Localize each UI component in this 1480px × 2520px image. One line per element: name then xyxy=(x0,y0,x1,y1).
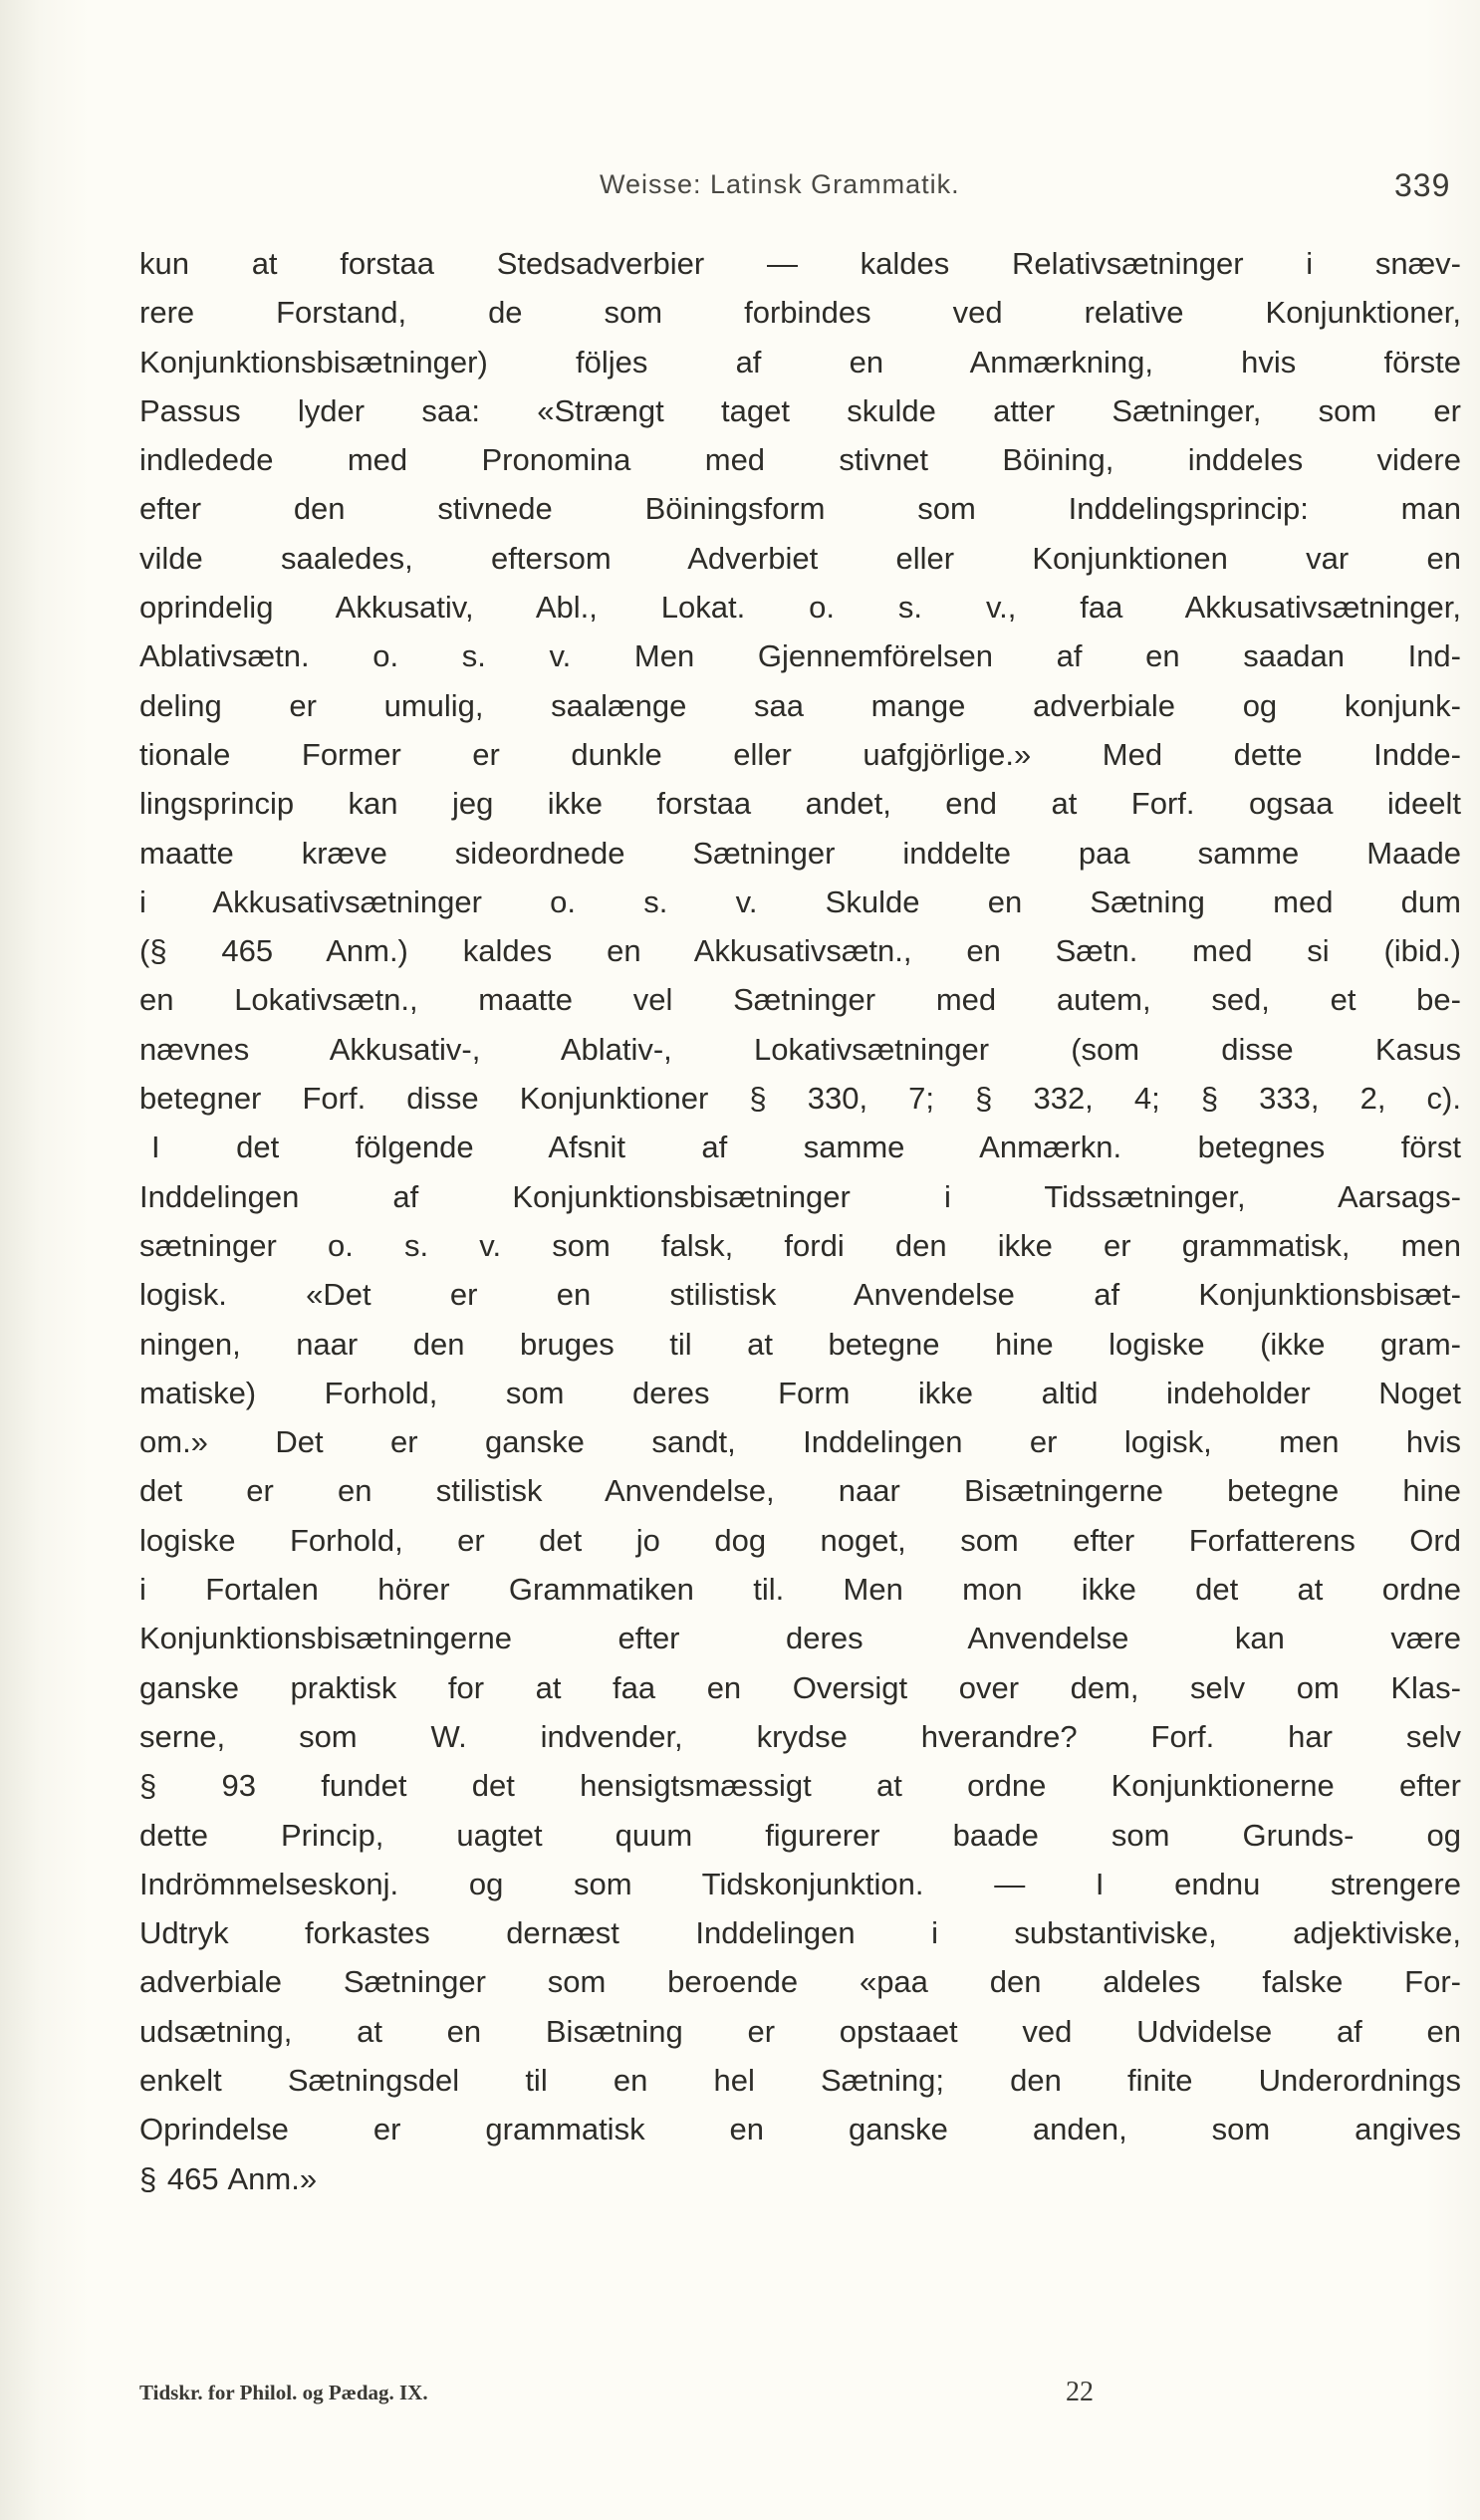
text-line: lingsprincip kan jeg ikke forstaa andet, end at Forf. ogsaa ideelt xyxy=(139,786,1461,822)
text-line: (§ 465 Anm.) kaldes en Akkusativsætn., en Sætn. med si (ibid.) xyxy=(139,933,1461,969)
text-line: matiske) Forhold, som deres Form ikke altid indeholder Noget xyxy=(139,1375,1461,1410)
text-line: logisk. «Det er en stilistisk Anvendelse af Konjunktionsbisæt- xyxy=(139,1277,1461,1313)
text-line: ningen, naar den bruges til at betegne hine logiske (ikke gram- xyxy=(139,1326,1461,1362)
text-line: indledede med Pronomina med stivnet Böining, inddeles videre xyxy=(139,442,1461,478)
text-line: sætninger o. s. v. som falsk, fordi den ikke er grammatisk, men xyxy=(139,1227,1461,1263)
text-line: Konjunktionsbisætningerne efter deres Anvendelse kan være xyxy=(139,1621,1461,1656)
text-line: kun at forstaa Stedsadverbier — kaldes Relativsætninger i snæv- xyxy=(139,246,1461,281)
text-line: Passus lyder saa: «Strængt taget skulde atter Sætninger, som er xyxy=(139,392,1461,428)
body-text xyxy=(139,239,1461,2203)
text-line: nævnes Akkusativ-, Ablativ-, Lokativsætninger (som disse Kasus xyxy=(139,1031,1461,1067)
text-line: Konjunktionsbisætninger) följes af en Anmærkning, hvis förste xyxy=(139,344,1461,379)
text-line: I det fölgende Afsnit af samme Anmærkn. betegnes först xyxy=(151,1130,1461,1165)
text-line: efter den stivnede Böiningsform som Inddelingsprincip: man xyxy=(139,491,1461,527)
text-line: § 93 fundet det hensigtsmæssigt at ordne Konjunktionerne efter xyxy=(139,1768,1461,1804)
text-line: det er en stilistisk Anvendelse, naar Bisætningerne betegne hine xyxy=(139,1473,1461,1509)
text-line: adverbiale Sætninger som beroende «paa den aldeles falske For- xyxy=(139,1964,1461,2000)
text-line: i Fortalen hörer Grammatiken til. Men mon ikke det at ordne xyxy=(139,1572,1461,1608)
text-line: Ablativsætn. o. s. v. Men Gjennemförelsen af en saadan Ind- xyxy=(139,638,1461,674)
text-line: tionale Former er dunkle eller uafgjörlige.» Med dette Indde- xyxy=(139,736,1461,772)
journal-signature: Tidskr. for Philol. og Pædag. IX. xyxy=(139,2381,428,2404)
text-line: rere Forstand, de som forbindes ved relative Konjunktioner, xyxy=(139,295,1461,331)
text-line: Udtryk forkastes dernæst Inddelingen i substantiviske, adjektiviske, xyxy=(139,1915,1461,1951)
running-head xyxy=(0,167,1480,207)
text-line: vilde saaledes, eftersom Adverbiet eller Konjunktionen var en xyxy=(139,540,1461,576)
text-line: enkelt Sætningsdel til en hel Sætning; den finite Underordnings xyxy=(139,2062,1461,2098)
page-number: 339 xyxy=(1394,167,1451,203)
text-line: dette Princip, uagtet quum figurerer baade som Grunds- og xyxy=(139,1817,1461,1853)
text-line: oprindelig Akkusativ, Abl., Lokat. o. s. v., faa Akkusativsætninger, xyxy=(139,590,1461,626)
text-line: deling er umulig, saalænge saa mange adverbiale og konjunk- xyxy=(139,687,1461,723)
page-footer xyxy=(139,2377,1461,2416)
text-line: en Lokativsætn., maatte vel Sætninger med autem, sed, et be- xyxy=(139,982,1461,1018)
text-line: Oprindelse er grammatisk en ganske anden, som angives xyxy=(139,2112,1461,2147)
text-line: Indrömmelseskonj. og som Tidskonjunktion. — I endnu strengere xyxy=(139,1866,1461,1901)
text-line: maatte kræve sideordnede Sætninger inddelte paa samme Maade xyxy=(139,835,1461,871)
text-line: om.» Det er ganske sandt, Inddelingen er logisk, men hvis xyxy=(139,1424,1461,1460)
text-line: i Akkusativsætninger o. s. v. Skulde en Sætning med dum xyxy=(139,883,1461,919)
text-line: udsætning, at en Bisætning er opstaaet ved Udvidelse af en xyxy=(139,2013,1461,2049)
text-line: logiske Forhold, er det jo dog noget, som efter Forfatterens Ord xyxy=(139,1522,1461,1558)
text-line: betegner Forf. disse Konjunktioner § 330, 7; § 332, 4; § 333, 2, c). xyxy=(139,1081,1461,1117)
text-line: ganske praktisk for at faa en Oversigt over dem, selv om Klas- xyxy=(139,1669,1461,1705)
text-line: serne, som W. indvender, krydse hverandre? Forf. har selv xyxy=(139,1718,1461,1754)
text-line: Inddelingen af Konjunktionsbisætninger i Tidssætninger, Aarsags- xyxy=(139,1178,1461,1214)
signature-mark: 22 xyxy=(1066,2377,1094,2407)
text-line: § 465 Anm.» xyxy=(139,2160,318,2196)
running-title: Weisse: Latinsk Grammatik. xyxy=(600,169,960,199)
